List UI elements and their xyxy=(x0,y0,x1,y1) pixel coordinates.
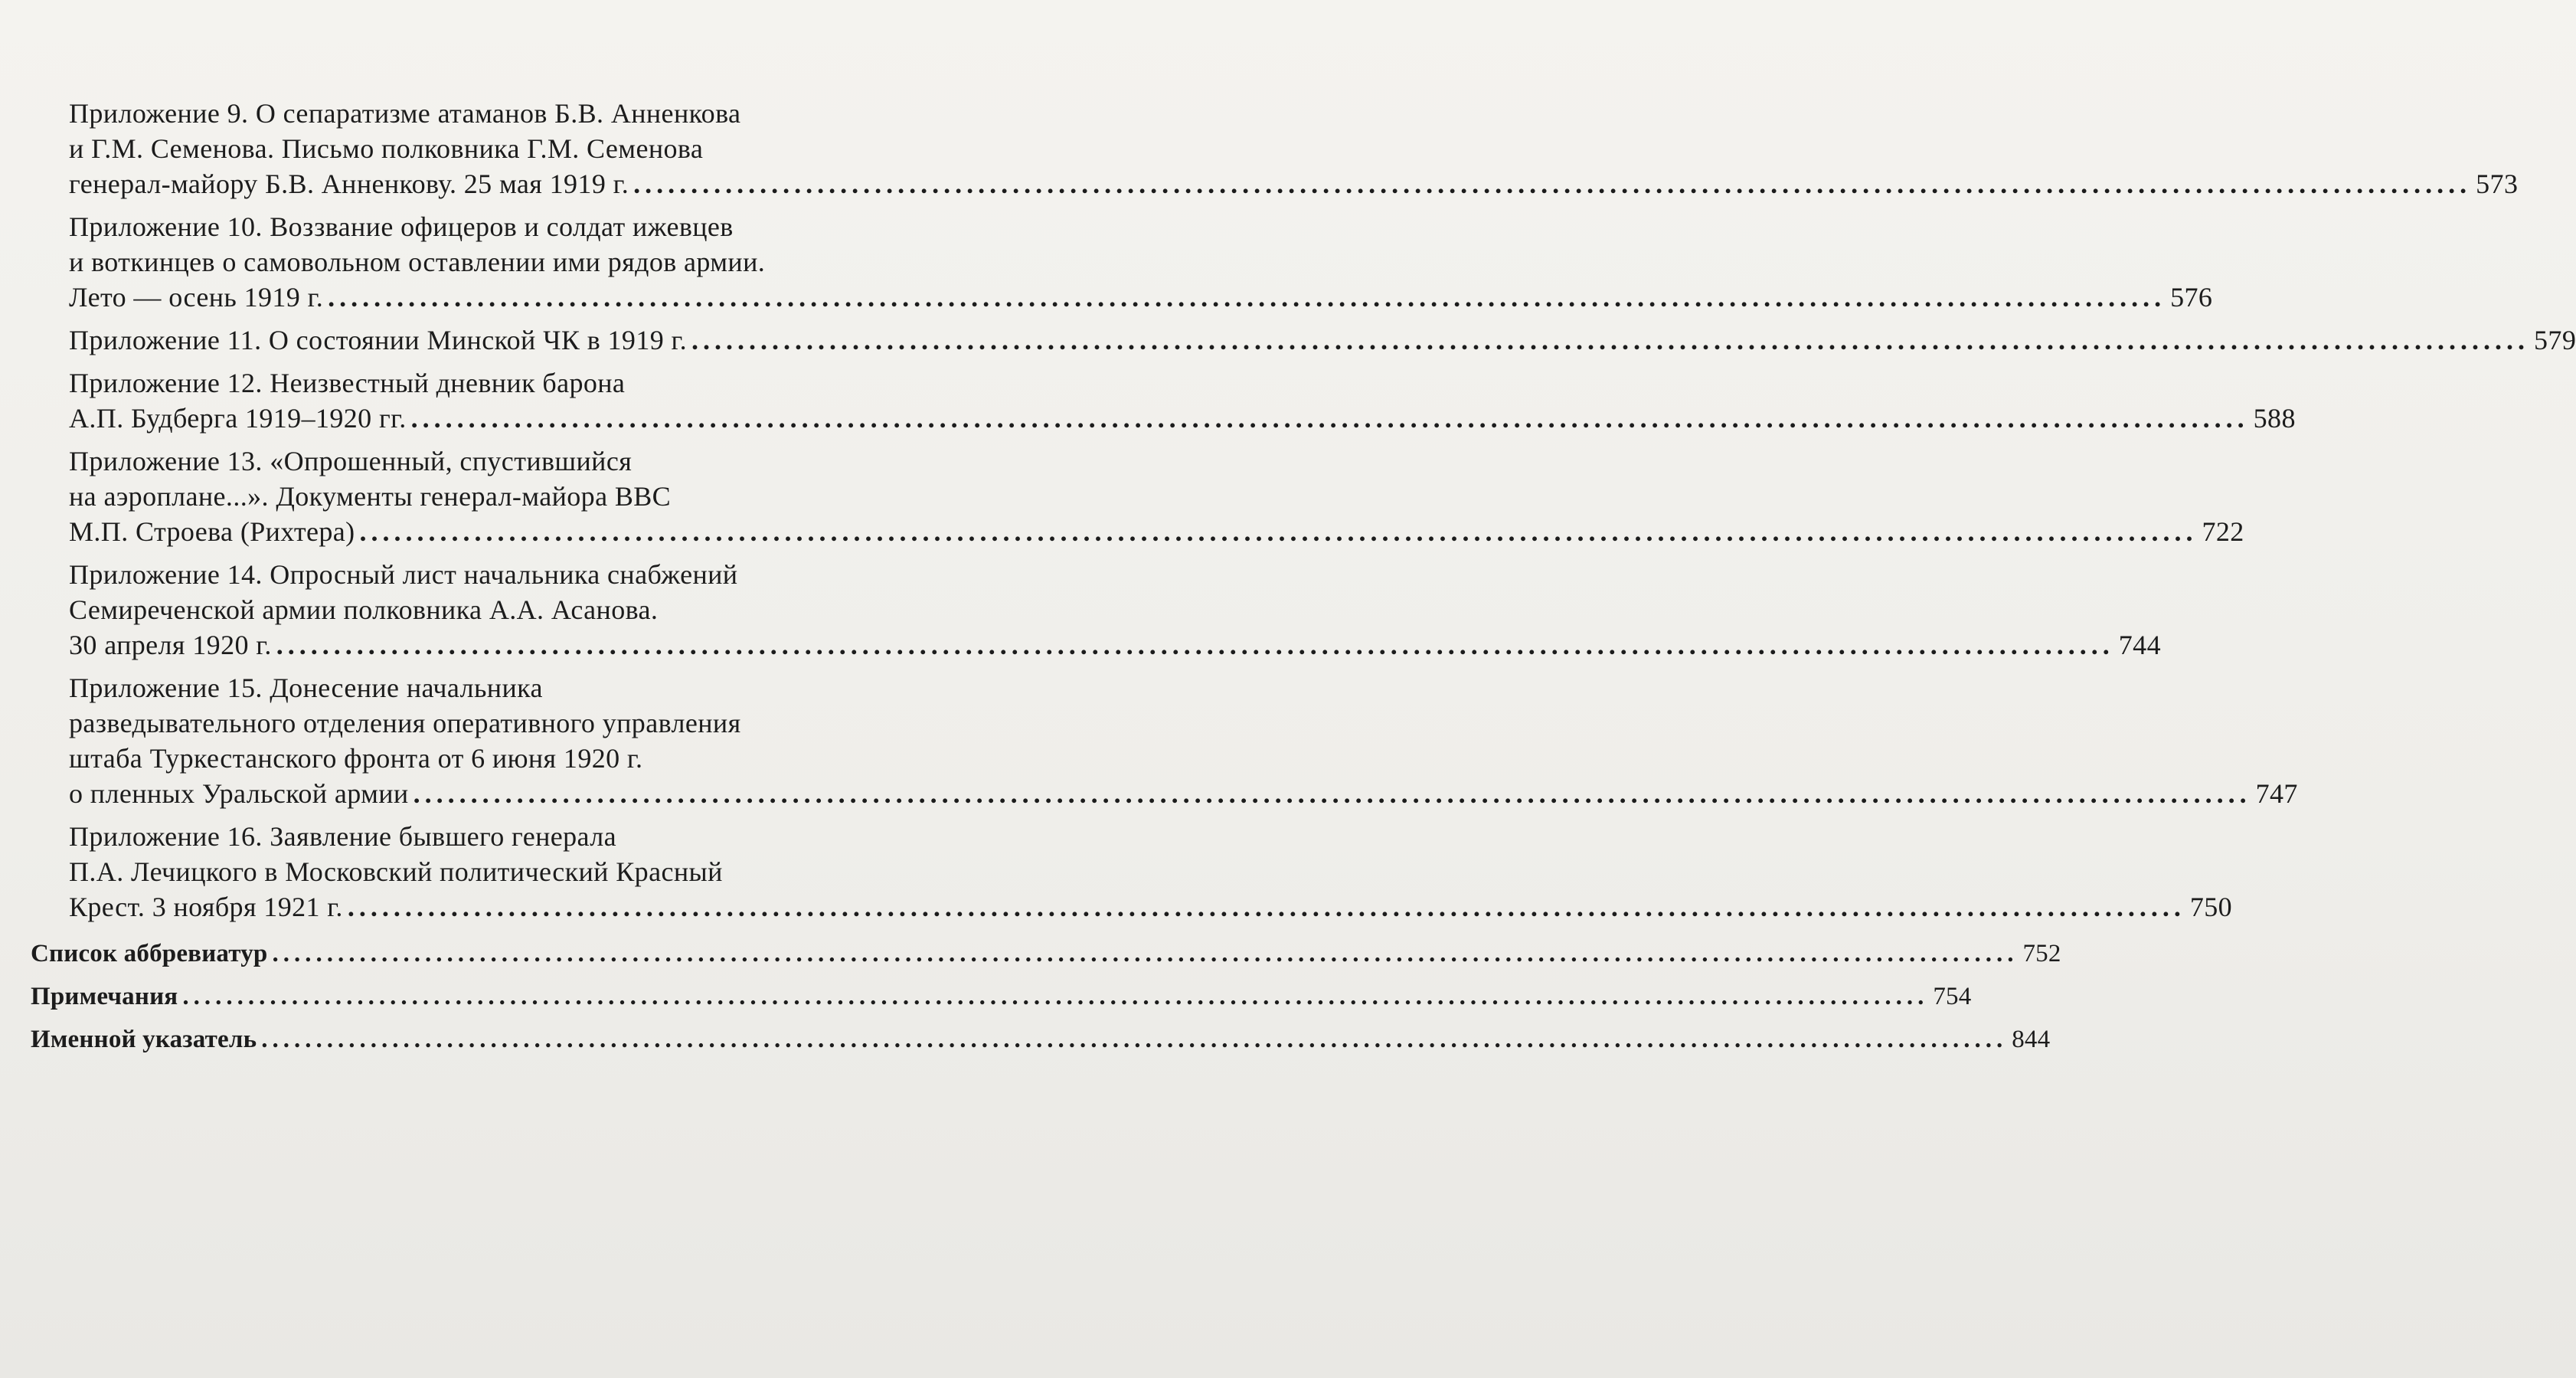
entry-line: штаба Туркестанского фронта от 6 июня 1920 г. xyxy=(69,743,643,774)
section-title: Список аббревиатур xyxy=(31,940,268,967)
entry-text: генерал-майору Б.В. Анненкову. 25 мая 1919 г. xyxy=(69,169,629,199)
entry-last-line xyxy=(31,975,1972,1018)
entry-last-line xyxy=(69,322,2576,358)
table-of-contents xyxy=(0,96,2576,1061)
entry-last-line xyxy=(69,776,2298,811)
entry-line: на аэроплане...». Документы генерал-майора ВВС xyxy=(69,481,672,512)
entry-line: и воткинцев о самовольном оставлении ими рядов армии. xyxy=(69,247,766,277)
entry-line: Приложение 16. Заявление бывшего генерала xyxy=(69,821,616,852)
entry-text: А.П. Будберга 1919–1920 гг. xyxy=(69,403,407,434)
toc-entry-appendix-10[interactable] xyxy=(69,209,2213,315)
dot-leader: ................................................................................................................................................................ xyxy=(276,630,2114,660)
page-number: 579 xyxy=(2534,325,2576,355)
toc-entry-appendix-16[interactable] xyxy=(69,819,2233,925)
page-number: 588 xyxy=(2253,403,2296,434)
entry-last-line xyxy=(31,1018,2051,1061)
page-number: 747 xyxy=(2255,778,2298,809)
entry-line: Приложение 14. Опросный лист начальника снабжений xyxy=(69,559,738,590)
entry-line: Приложение 12. Неизвестный дневник барона xyxy=(69,368,626,398)
toc-entry-name-index[interactable] xyxy=(31,1018,2051,1061)
entry-last-line xyxy=(69,514,2244,549)
dot-leader: ................................................................................................................................................................ xyxy=(347,892,2185,922)
page-number: 750 xyxy=(2189,892,2233,922)
page-number: 722 xyxy=(2202,516,2244,547)
entry-last-line xyxy=(69,401,2296,436)
entry-text: о пленных Уральской армии xyxy=(69,778,409,809)
page-number: 573 xyxy=(2476,169,2519,199)
entry-last-line xyxy=(69,627,2161,663)
dot-leader: ................................................................................................................................................................ xyxy=(182,983,1929,1010)
section-title: Именной указатель xyxy=(31,1026,257,1053)
entry-text: Лето — осень 1919 г. xyxy=(69,282,324,313)
toc-entry-appendix-13[interactable] xyxy=(69,444,2244,549)
entry-line: Приложение 15. Донесение начальника xyxy=(69,673,543,703)
page-number: 744 xyxy=(2118,630,2161,660)
entry-line: Приложение 13. «Опрошенный, спустившийся xyxy=(69,446,633,476)
entry-line: разведывательного отделения оперативного управления xyxy=(69,708,741,738)
dot-leader: ................................................................................................................................................................ xyxy=(328,282,2166,313)
entry-text: Крест. 3 ноября 1921 г. xyxy=(69,892,343,922)
entry-last-line xyxy=(31,932,2061,975)
dot-leader: ................................................................................................................................................................ xyxy=(359,516,2198,547)
entry-text: 30 апреля 1920 г. xyxy=(69,630,272,660)
dot-leader: ................................................................................................................................................................ xyxy=(272,940,2019,967)
toc-entry-appendix-12[interactable] xyxy=(69,365,2296,436)
entry-line: Приложение 9. О сепаратизме атаманов Б.В. Анненкова xyxy=(69,98,741,129)
dot-leader: ................................................................................................................................................................ xyxy=(410,403,2249,434)
entry-line: П.А. Лечицкого в Московский политический Красный xyxy=(69,856,723,887)
page-number: 752 xyxy=(2022,940,2061,967)
entry-line: и Г.М. Семенова. Письмо полковника Г.М. Семенова xyxy=(69,133,704,164)
entry-last-line xyxy=(69,889,2233,925)
dot-leader: ................................................................................................................................................................ xyxy=(261,1026,2008,1053)
toc-entry-appendix-9[interactable] xyxy=(69,96,2519,201)
entry-text: Приложение 11. О состоянии Минской ЧК в 1919 г. xyxy=(69,325,688,355)
section-title: Примечания xyxy=(31,983,178,1010)
entry-line: Семиреченской армии полковника А.А. Асанова. xyxy=(69,594,659,625)
dot-leader: ................................................................................................................................................................ xyxy=(413,778,2251,809)
entry-text: М.П. Строева (Рихтера) xyxy=(69,516,355,547)
entry-last-line xyxy=(69,280,2213,315)
toc-entry-appendix-14[interactable] xyxy=(69,557,2161,663)
toc-entry-appendix-15[interactable] xyxy=(69,670,2298,811)
toc-entry-abbreviations[interactable] xyxy=(31,932,2061,975)
dot-leader: ................................................................................................................................................................ xyxy=(691,325,2530,355)
toc-entry-appendix-11[interactable] xyxy=(69,322,2576,358)
page-number: 844 xyxy=(2012,1026,2051,1053)
page-number: 576 xyxy=(2170,282,2213,313)
dot-leader: ................................................................................................................................................................ xyxy=(633,169,2472,199)
toc-entry-notes[interactable] xyxy=(31,975,1972,1018)
entry-line: Приложение 10. Воззвание офицеров и солдат ижевцев xyxy=(69,211,734,242)
page-number: 754 xyxy=(1933,983,1972,1010)
entry-last-line xyxy=(69,166,2519,201)
